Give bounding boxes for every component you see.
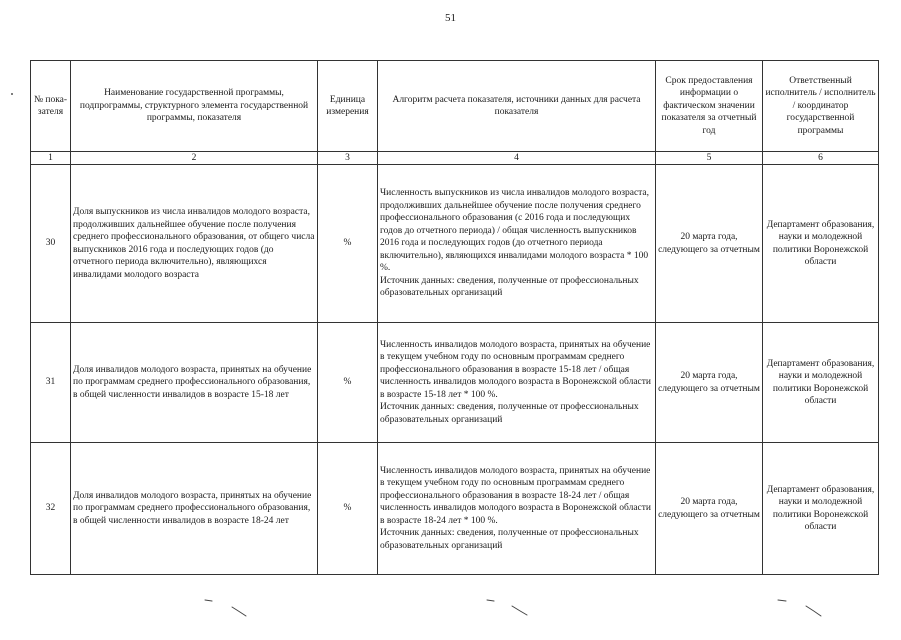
column-number: 4 [378, 152, 656, 165]
indicator-algorithm: Численность выпускников из числа инвалидов молодого возраста, продолживших дальнейшее обучение после получения среднего профессионального образования (с 2016 года и последующих годов до отчетного периода) / общая численность выпускников 2016 года и последующих годов (до отчетного периода включительно), являющихся инвалидами молодого возраста * 100 %. [380, 188, 650, 274]
indicator-algorithm: Численность инвалидов молодого возраста, принятых на обучение в текущем учебном году по основным программам среднего профессионального образования в возрасте 15-18 лет / общая численность инвалидов молодого возраста в Воронежской области в возрасте 15-18 лет * 100 %. [380, 339, 652, 400]
header-indicator-number: № пока- зателя [31, 61, 71, 152]
header-deadline: Срок предоставления информации о фактическом значении показателя за отчетный год [656, 61, 763, 152]
header-responsible: Ответственный исполнитель / исполнитель / координатор государственной программы [763, 61, 879, 152]
indicator-unit: % [318, 165, 378, 323]
column-number: 5 [656, 152, 763, 165]
indicator-algorithm: Численность инвалидов молодого возраста, принятых на обучение в текущем учебном году по основным программам среднего профессионального образования в возрасте 18-24 лет / общая численность инвалидов молодого возраста в Воронежской области в возрасте 18-24 лет * 100 %. [380, 465, 652, 526]
indicator-responsible: Департамент образования, науки и молодежной политики Воронежской области [763, 443, 879, 575]
indicator-name: Доля инвалидов молодого возраста, принятых на обучение по программам среднего профессионального образования, в общей численности инвалидов в возрасте 18-24 лет [71, 443, 318, 575]
scan-mark [778, 600, 786, 601]
indicator-deadline: 20 марта года, следующего за отчетным [656, 443, 763, 575]
table-row [31, 165, 879, 323]
indicator-algorithm-cell [378, 165, 656, 323]
column-number: 3 [318, 152, 378, 165]
indicator-unit: % [318, 323, 378, 443]
scan-mark [205, 600, 212, 601]
indicator-name: Доля выпускников из числа инвалидов молодого возраста, продолживших дальнейшее обучение после получения среднего профессионального образования, от общего числа выпускников 2016 года и последующих годов (до отчетного периода включительно), являющихся инвалидами молодого возраста [71, 165, 318, 323]
indicator-responsible: Департамент образования, науки и молодежной политики Воронежской области [763, 165, 879, 323]
header-indicator-name: Наименование государственной программы, подпрограммы, структурного элемента государственной программы, показателя [71, 61, 318, 152]
indicator-data-source: Источник данных: сведения, полученные от профессиональных образовательных организаций [380, 528, 639, 551]
table-header-row [31, 61, 879, 152]
indicator-number: 32 [31, 443, 71, 575]
indicator-algorithm-cell [378, 323, 656, 443]
indicator-number: 30 [31, 165, 71, 323]
scan-mark [512, 606, 527, 615]
indicator-deadline: 20 марта года, следующего за отчетным [656, 323, 763, 443]
indicator-algorithm-cell [378, 443, 656, 575]
indicator-number: 31 [31, 323, 71, 443]
scan-mark [806, 606, 821, 616]
column-number: 2 [71, 152, 318, 165]
scan-mark [232, 607, 246, 616]
column-number: 6 [763, 152, 879, 165]
indicator-data-source: Источник данных: сведения, полученные от профессиональных образовательных организаций [380, 402, 639, 425]
table-row [31, 323, 879, 443]
column-number-row [31, 152, 879, 165]
indicators-table [30, 60, 879, 575]
indicator-unit: % [318, 443, 378, 575]
indicator-deadline: 20 марта года, следующего за отчетным [656, 165, 763, 323]
indicator-name: Доля инвалидов молодого возраста, принятых на обучение по программам среднего профессионального образования, в общей численности инвалидов в возрасте 15-18 лет [71, 323, 318, 443]
header-algorithm: Алгоритм расчета показателя, источники данных для расчета показателя [378, 61, 656, 152]
scan-dot [11, 93, 13, 95]
indicator-responsible: Департамент образования, науки и молодежной политики Воронежской области [763, 323, 879, 443]
scan-mark [487, 600, 494, 601]
page-number: 51 [445, 12, 456, 24]
indicator-data-source: Источник данных: сведения, полученные от профессиональных образовательных организаций [380, 275, 639, 299]
header-unit: Единица измерения [318, 61, 378, 152]
table-row [31, 443, 879, 575]
column-number: 1 [31, 152, 71, 165]
